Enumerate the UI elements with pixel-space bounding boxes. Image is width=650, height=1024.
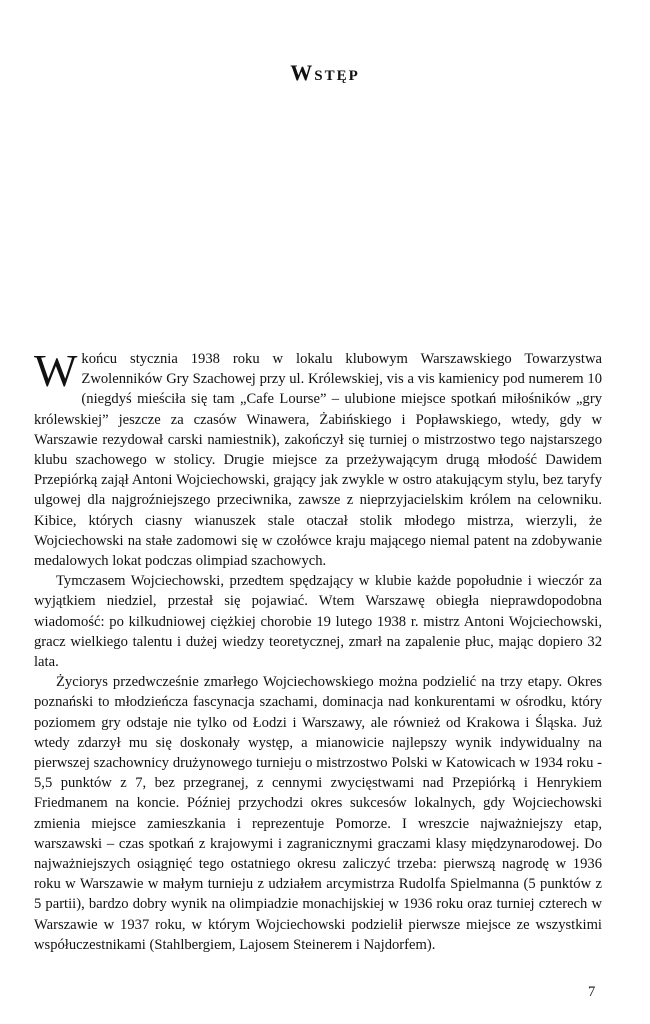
page-title: Wstęp <box>290 60 360 85</box>
page-number: 7 <box>588 984 596 1000</box>
body-text <box>34 345 602 955</box>
paragraph-1 <box>34 345 602 571</box>
paragraph-3: Życiorys przedwcześnie zmarłego Wojciechowskiego można podzielić na trzy etapy. Okres poznański to młodzieńcza fascynacja szachami, dominacja nad konkurentami w ośrodku, który poziomem gry odstaje nie tylko od Łodzi i Warszawy, ale również od Krakowa i Śląska. Już wtedy zdarzył mu się doskonały występ, a mianowicie najlepszy wynik indywidualny na pierwszej szachownicy drużynowego turnieju o mistrzostwo Polski w Katowicach w 1934 roku - 5,5 punktów z 7, bez przegranej, z cennymi zwycięstwami nad Przepiórką i Henrykiem Friedmanem na koncie. Później przychodzi okres sukcesów lokalnych, gdy Wojciechowski zmienia miejsce zamieszkania i reprezentuje Pomorze. I wreszcie najważniejszy etap, warszawski – czas spotkań z krajowymi i zagranicznymi graczami klasy międzynarodowej. Do najważniejszych osiągnięć tego ostatniego okresu zaliczyć trzeba: pierwszą nagrodę w 1936 roku w Warszawie w małym turnieju z udziałem arcymistrza Rudolfa Spielmanna (5 punktów z 5 partii), bardzo dobry wynik na olimpiadzie monachijskiej w 1936 roku oraz turniej czterech w Warszawie w 1937 roku, w którym Wojciechowski podzielił pierwsze miejsce ze wszystkimi współuczestnikami (Stahlbergiem, Lajosem Steinerem i Najdorfem). <box>34 674 602 953</box>
drop-cap: W <box>34 345 78 396</box>
paragraph-1-text: końcu stycznia 1938 roku w lokalu klubowym Warszawskiego Towarzystwa Zwolenników Gry Szachowej przy ul. Królewskiej, vis a vis kamienicy pod numerem 10 (niegdyś mieściła się tam „Cafe Lourse” – ulubione miejsce spotkań miłośników „gry królewskiej” jeszcze za czasów Winawera, Żabińskiego i Popławskiego, wtedy, gdy w Warszawie rezydował carski namiestnik), zakończył się turniej o mistrzostwo tego najstarszego klubu szachowego w stolicy. Drugie miejsce za przeżywającym drugą młodość Dawidem Przepiórką zajął Antoni Wojciechowski, grający jak zwykle w ostro atakującym stylu, bez taryfy ulgowej dla najgroźniejszego przeciwnika, zawsze z nieprzyjacielskim królem na celowniku. Kibice, których ciasny wianuszek stale otaczał stolik młodego mistrza, wierzyli, że Wojciechowski na stałe zadomowi się w czołówce kraju mającego niemal patent na zdobywanie medalowych lokat podczas olimpiad szachowych. <box>34 351 602 570</box>
paragraph-2: Tymczasem Wojciechowski, przedtem spędzający w klubie każde popołudnie i wieczór za wyjątkiem niedziel, przestał się pojawiać. Wtem Warszawę obiegła nieprawdopodobna wiadomość: po kilkudniowej ciężkiej chorobie 19 lutego 1938 r. mistrz Antoni Wojciechowski, gracz wielkiego talentu i dużej wiedzy teoretycznej, zmarł na zapalenie płuc, mając dopiero 32 lata. <box>34 573 602 671</box>
